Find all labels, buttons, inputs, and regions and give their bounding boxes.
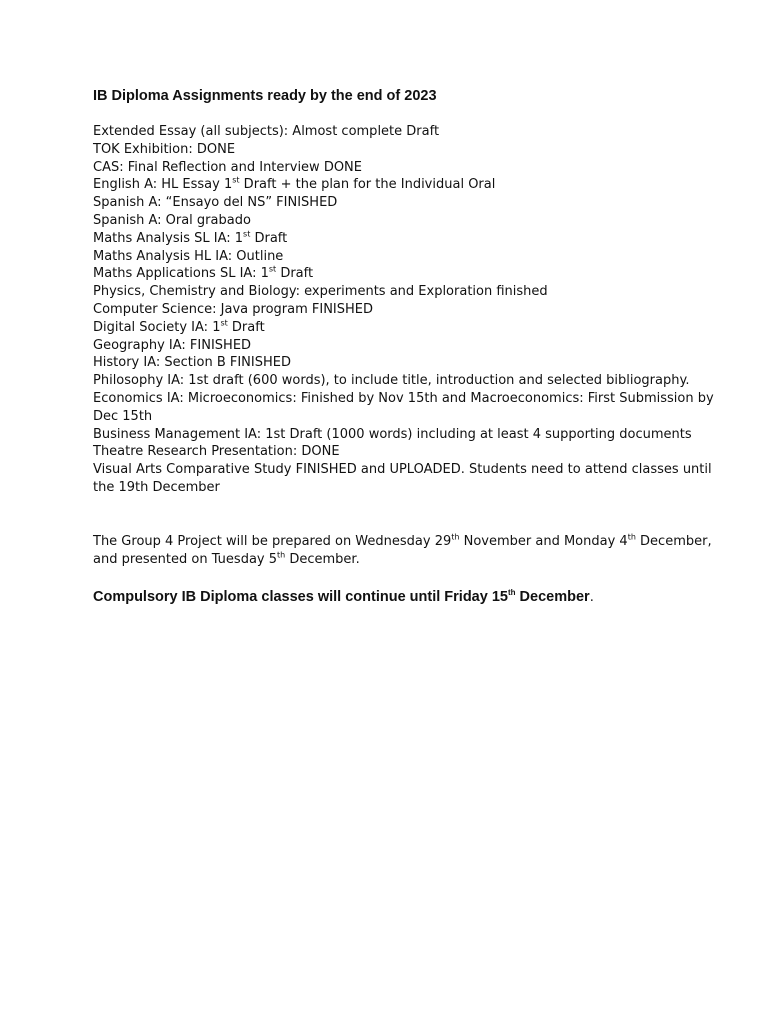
notice-text-1: Compulsory IB Diploma classes will continue until Friday 15	[93, 588, 508, 605]
assignment-text: Spanish A: Oral grabado	[93, 212, 251, 228]
group4-text-2: November and Monday 4	[459, 533, 628, 549]
assignment-item	[93, 141, 733, 159]
group4-sup-3: th	[277, 550, 286, 560]
assignment-item	[93, 443, 733, 461]
assignment-text: Maths Analysis HL IA: Outline	[93, 248, 284, 264]
assignment-text: Philosophy IA: 1st draft (600 words), to include title, introduction and selected bibliography.	[93, 373, 690, 389]
assignment-ordinal-suffix: st	[232, 176, 240, 186]
assignment-text: Extended Essay (all subjects): Almost complete Draft	[93, 124, 440, 139]
assignment-text: Computer Science: Java program FINISHED	[93, 301, 374, 317]
document-content	[93, 86, 733, 608]
notice-text-2: December	[515, 588, 590, 605]
assignment-text: TOK Exhibition: DONE	[93, 141, 236, 157]
assignment-item	[93, 372, 733, 390]
group4-text-3: December, and presented on Tuesday 5	[93, 533, 712, 567]
assignment-item	[93, 159, 733, 177]
group4-sup-1: th	[451, 532, 460, 542]
assignment-item	[93, 390, 733, 426]
assignment-item	[93, 194, 733, 212]
notice-period: .	[589, 589, 594, 605]
assignment-text: Business Management IA: 1st Draft (1000 words) including at least 4 supporting documents	[93, 426, 692, 442]
assignment-ordinal-suffix: st	[243, 229, 251, 239]
group4-text-4: December.	[285, 551, 360, 567]
assignment-text: Theatre Research Presentation: DONE	[93, 444, 340, 460]
assignment-ordinal-suffix: st	[268, 265, 277, 275]
assignment-text: Visual Arts Comparative Study FINISHED and UPLOADED. Students need to attend classes until the 19th December	[93, 462, 712, 495]
assignment-text: English A: HL Essay 1	[93, 177, 233, 193]
assignment-item	[93, 123, 733, 141]
assignment-item	[93, 319, 733, 337]
assignment-text: Spanish A: “Ensayo del NS” FINISHED	[93, 195, 338, 211]
assignment-text: Geography IA: FINISHED	[93, 337, 252, 353]
assignment-item	[93, 283, 733, 301]
assignment-text-continued: Draft	[276, 266, 314, 282]
assignment-text: Maths Applications SL IA: 1	[93, 266, 269, 282]
group4-paragraph	[93, 533, 733, 569]
assignment-item	[93, 301, 733, 319]
assignment-text-continued: Draft	[250, 230, 288, 246]
assignment-text: CAS: Final Reflection and Interview DONE	[93, 159, 362, 175]
assignment-text: History IA: Section B FINISHED	[93, 355, 291, 371]
assignment-item	[93, 461, 733, 497]
notice-sup: th	[507, 587, 516, 597]
assignment-item	[93, 248, 733, 266]
assignment-item	[93, 337, 733, 355]
assignment-ordinal-suffix: st	[220, 318, 228, 328]
assignment-text: Physics, Chemistry and Biology: experiments and Exploration finished	[93, 284, 548, 300]
assignment-text-continued: Draft	[227, 319, 265, 335]
group4-text-1: The Group 4 Project will be prepared on Wednesday 29	[93, 533, 452, 549]
assignment-text: Economics IA: Microeconomics: Finished by Nov 15th and Macroeconomics: First Submission by Dec 15th	[93, 390, 714, 424]
compulsory-classes-notice	[93, 587, 733, 608]
assignment-item	[93, 265, 733, 283]
assignment-item	[93, 212, 733, 230]
assignment-text: Maths Analysis SL IA: 1	[93, 230, 244, 246]
assignment-item	[93, 354, 733, 372]
assignment-text-continued: Draft + the plan for the Individual Oral	[239, 177, 496, 193]
assignment-item	[93, 176, 733, 194]
document-title: IB Diploma Assignments ready by the end of 2023	[93, 88, 437, 104]
group4-sup-2: th	[627, 532, 636, 542]
assignment-item	[93, 230, 733, 248]
assignment-list	[93, 123, 733, 497]
assignment-item	[93, 426, 733, 444]
assignment-text: Digital Society IA: 1	[93, 319, 221, 335]
